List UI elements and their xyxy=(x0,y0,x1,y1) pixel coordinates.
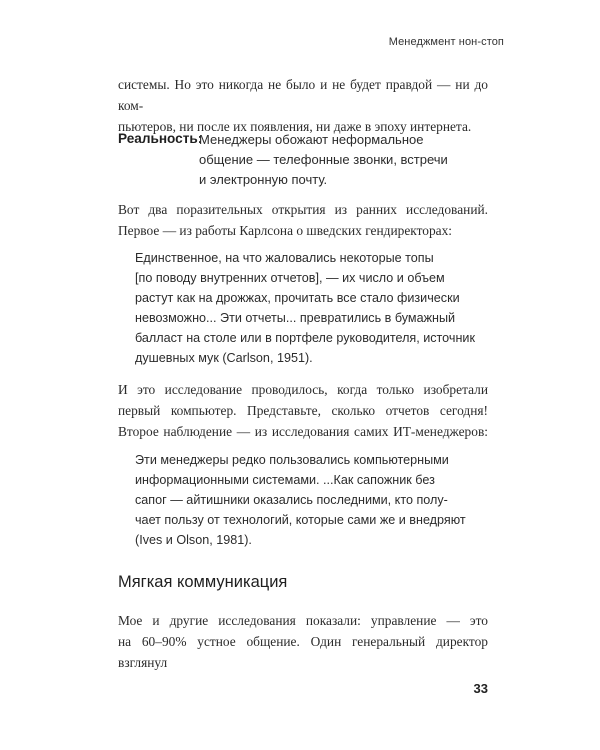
text-line: системы. Но это никогда не было и не будет правдой — ни до ком- xyxy=(118,77,488,113)
quote-line: [по поводу внутренних отчетов], — их число и объем xyxy=(135,271,445,285)
paragraph-discoveries xyxy=(118,199,488,241)
text-line: на 60–90% устное общение. Один генеральный директор взглянул xyxy=(118,634,488,670)
quote-line: растут как на дрожжах, прочитать все стало физически xyxy=(135,291,460,305)
quote-line: Эти менеджеры редко пользовались компьютерными xyxy=(135,453,449,467)
text-line: пьютеров, ни после их появления, ни даже в эпоху интернета. xyxy=(118,119,472,134)
quote-ives-olson xyxy=(135,450,480,550)
paragraph-soft-communication xyxy=(118,610,488,673)
text-line: Мое и другие исследования показали: управление — это xyxy=(118,613,488,628)
text-line: первый компьютер. Представьте, сколько отчетов сегодня! xyxy=(118,403,488,418)
quote-line: балласт на столе или в портфеле руководителя, источник xyxy=(135,331,475,345)
paragraph-top xyxy=(118,74,488,137)
text-line: Менеджеры обожают неформальное xyxy=(199,132,424,147)
paragraph-first-computer xyxy=(118,379,488,442)
reality-statement xyxy=(199,130,448,190)
quote-line: Единственное, на что жаловались некоторые топы xyxy=(135,251,434,265)
text-line: и электронную почту. xyxy=(199,172,328,187)
quote-line: сапог — айтишники оказались последними, кто полу- xyxy=(135,493,448,507)
page-number: 33 xyxy=(473,681,488,696)
text-line: Первое — из работы Карлсона о шведских гендиректорах: xyxy=(118,223,453,238)
running-head: Менеджмент нон-стоп xyxy=(388,36,504,48)
quote-line: чает пользу от технологий, которые сами же и внедряют xyxy=(135,513,466,527)
quote-carlson xyxy=(135,248,480,368)
text-line: И это исследование проводилось, когда только изобретали xyxy=(118,382,488,397)
text-line: общение — телефонные звонки, встречи xyxy=(199,152,448,167)
quote-line: душевных мук (Carlson, 1951). xyxy=(135,351,313,365)
reality-label: Реальность: xyxy=(118,131,203,146)
text-line: Второе наблюдение — из исследования самих ИТ-менеджеров: xyxy=(118,424,488,439)
quote-line: (Ives и Olson, 1981). xyxy=(135,533,252,547)
quote-line: информационными системами. ...Как сапожник без xyxy=(135,473,435,487)
section-heading: Мягкая коммуникация xyxy=(118,573,288,591)
text-line: Вот два поразительных открытия из ранних исследований. xyxy=(118,202,488,217)
quote-line: невозможно... Эти отчеты... превратились в бумажный xyxy=(135,311,456,325)
